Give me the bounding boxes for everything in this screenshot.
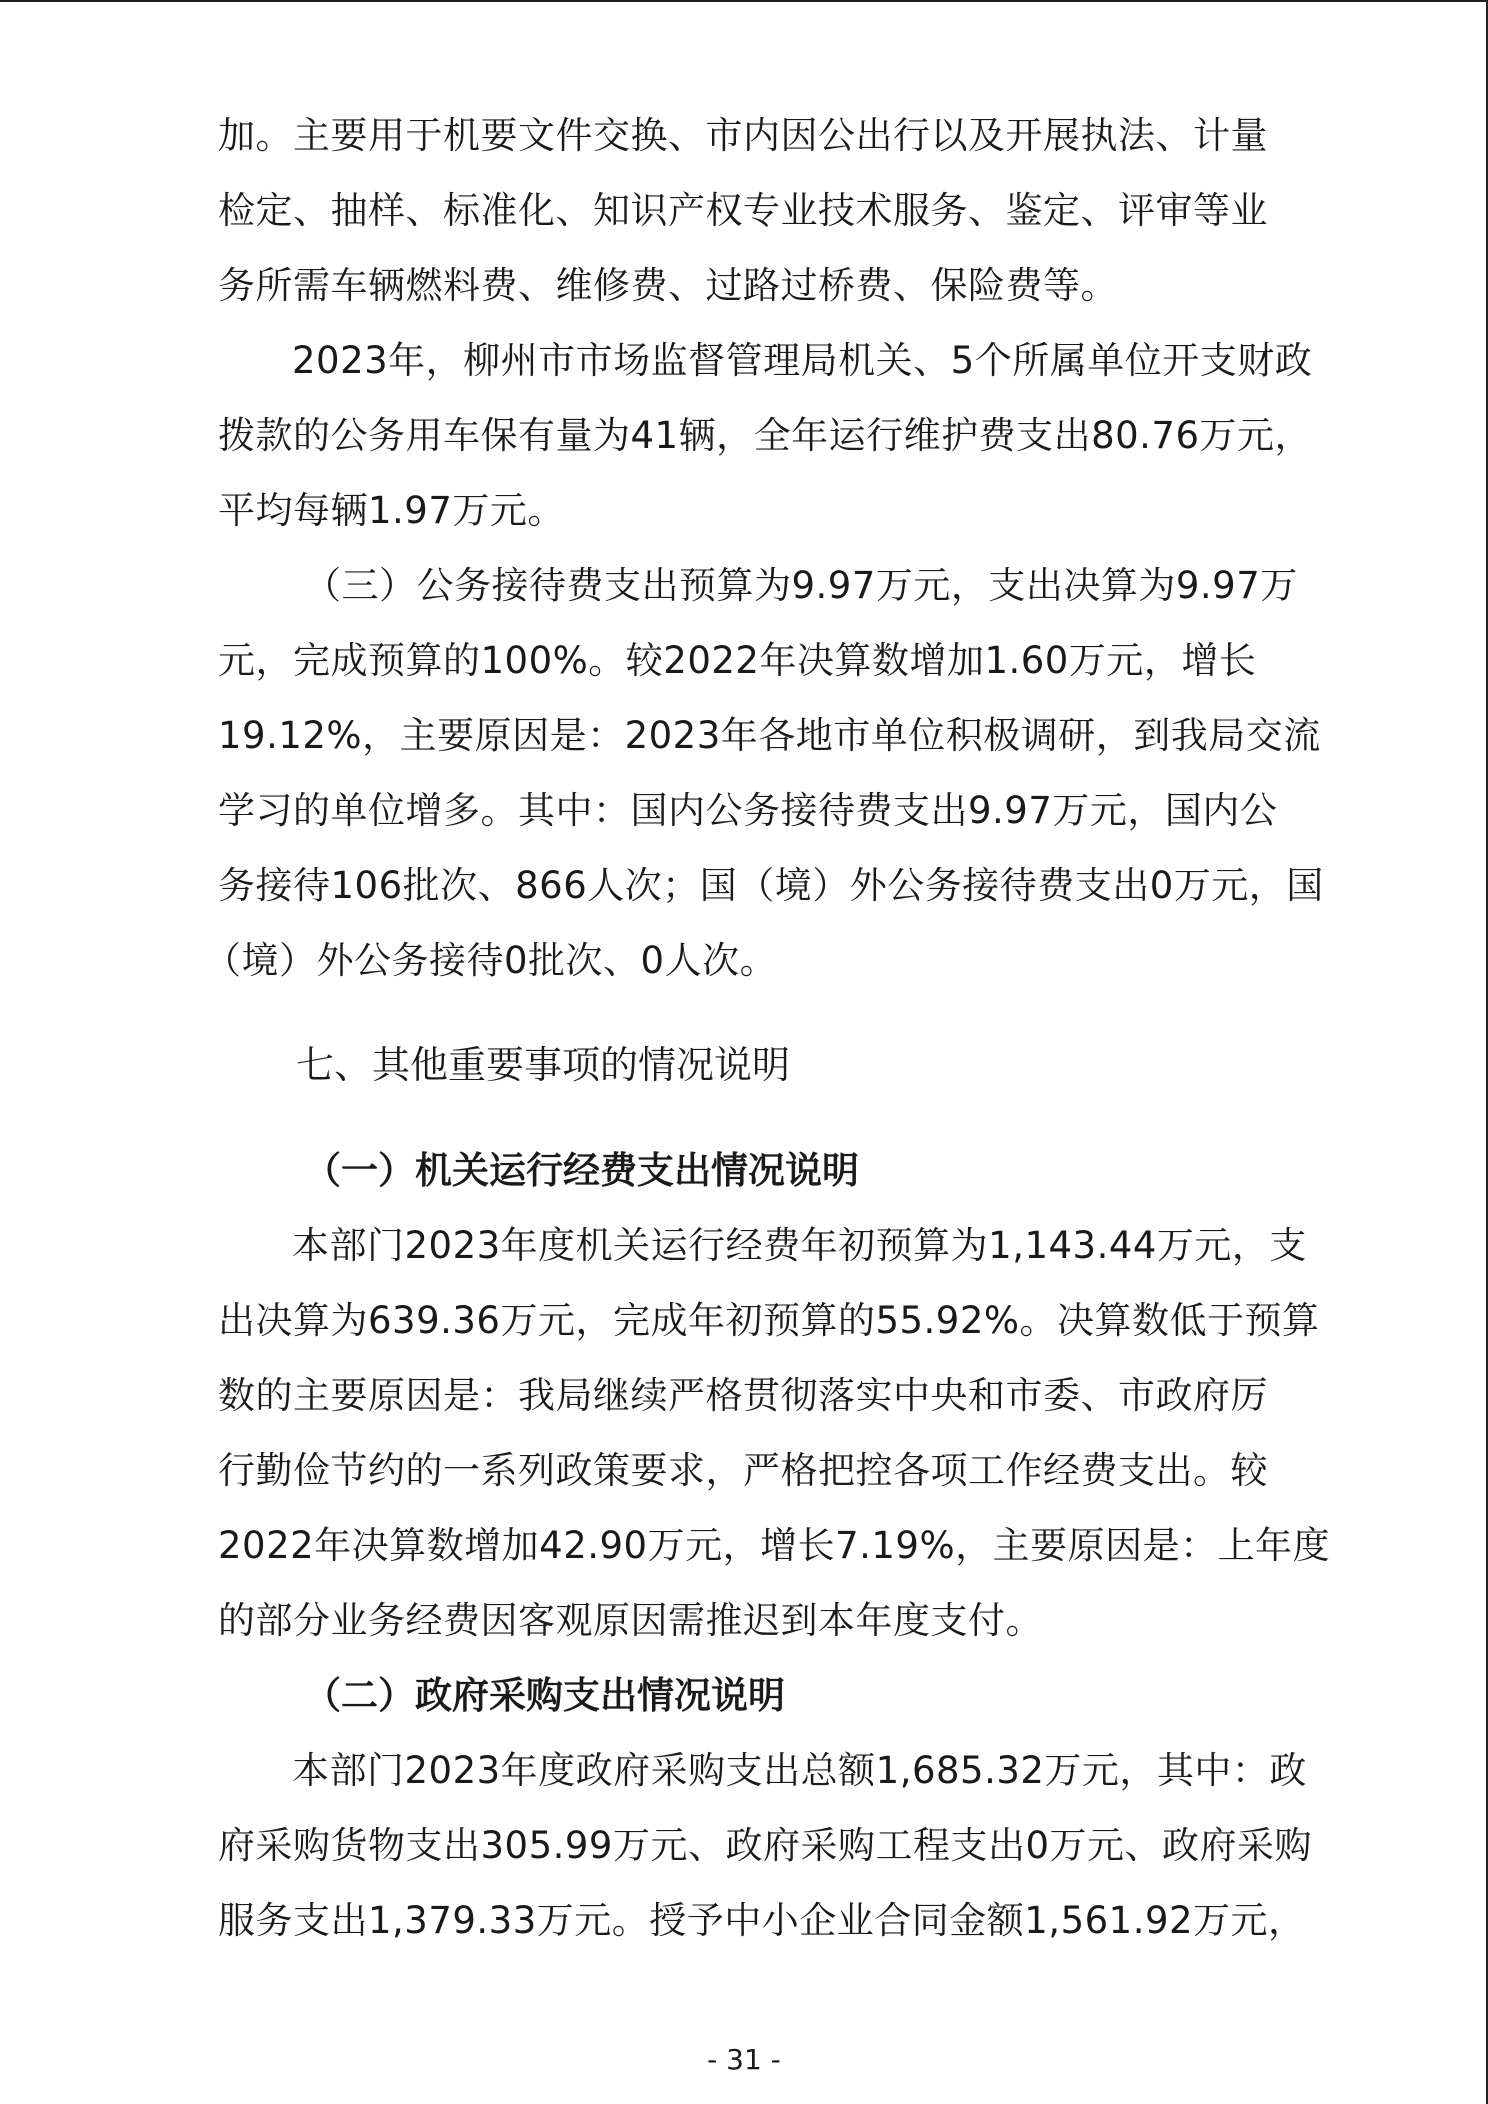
text-line: 元，完成预算的100%。较2022年决算数增加1.60万元，增长 (218, 639, 1257, 682)
text-line: 2022年决算数增加42.90万元，增长7.19%，主要原因是：上年度 (218, 1524, 1331, 1567)
section-heading: 七、其他重要事项的情况说明 (296, 1043, 791, 1087)
subsection-heading: （一）机关运行经费支出情况说明 (304, 1149, 859, 1192)
document-body (204, 98, 1331, 1958)
text-line: 务所需车辆燃料费、维修费、过路过桥费、保险费等。 (218, 264, 1118, 307)
text-line: 出决算为639.36万元，完成年初预算的55.92%。决算数低于预算 (218, 1299, 1320, 1342)
text-line: 行勤俭节约的一系列政策要求，严格把控各项工作经费支出。较 (218, 1449, 1268, 1492)
text-line: 拨款的公务用车保有量为41辆，全年运行维护费支出80.76万元， (218, 414, 1313, 457)
text-line: 加。主要用于机要文件交换、市内因公出行以及开展执法、计量 (218, 114, 1268, 157)
text-line: 本部门2023年度机关运行经费年初预算为1,143.44万元，支 (292, 1224, 1307, 1267)
paragraph-reception (204, 548, 1324, 998)
paragraph-operating-expenses (218, 1208, 1331, 1658)
text-line: 检定、抽样、标准化、知识产权专业技术服务、鉴定、评审等业 (218, 189, 1268, 232)
text-line: 19.12%，主要原因是：2023年各地市单位积极调研，到我局交流 (218, 714, 1321, 757)
text-line: 2023年，柳州市市场监督管理局机关、5个所属单位开支财政 (292, 339, 1313, 382)
text-line: 本部门2023年度政府采购支出总额1,685.32万元，其中：政 (292, 1749, 1307, 1792)
text-line: （境）外公务接待0批次、0人次。 (204, 939, 778, 982)
text-line: 的部分业务经费因客观原因需推迟到本年度支付。 (218, 1599, 1043, 1642)
paragraph-procurement (218, 1733, 1313, 1958)
text-line: 务接待106批次、866人次；国（境）外公务接待费支出0万元，国 (218, 864, 1324, 907)
text-line: 学习的单位增多。其中：国内公务接待费支出9.97万元，国内公 (218, 789, 1278, 832)
page-number: - 31 - (707, 2043, 781, 2076)
text-line: （三）公务接待费支出预算为9.97万元，支出决算为9.97万 (304, 564, 1298, 607)
paragraph-car-usage (218, 98, 1286, 323)
subsection-heading: （二）政府采购支出情况说明 (304, 1674, 785, 1717)
page-border-top (0, 0, 1488, 2)
text-line: 府采购货物支出305.99万元、政府采购工程支出0万元、政府采购 (218, 1824, 1313, 1867)
paragraph-car-stats (218, 323, 1313, 548)
text-line: 平均每辆1.97万元。 (218, 489, 565, 532)
text-line: 数的主要原因是：我局继续严格贯彻落实中央和市委、市政府厉 (218, 1374, 1268, 1417)
text-line: 服务支出1,379.33万元。授予中小企业合同金额1,561.92万元， (218, 1899, 1306, 1942)
